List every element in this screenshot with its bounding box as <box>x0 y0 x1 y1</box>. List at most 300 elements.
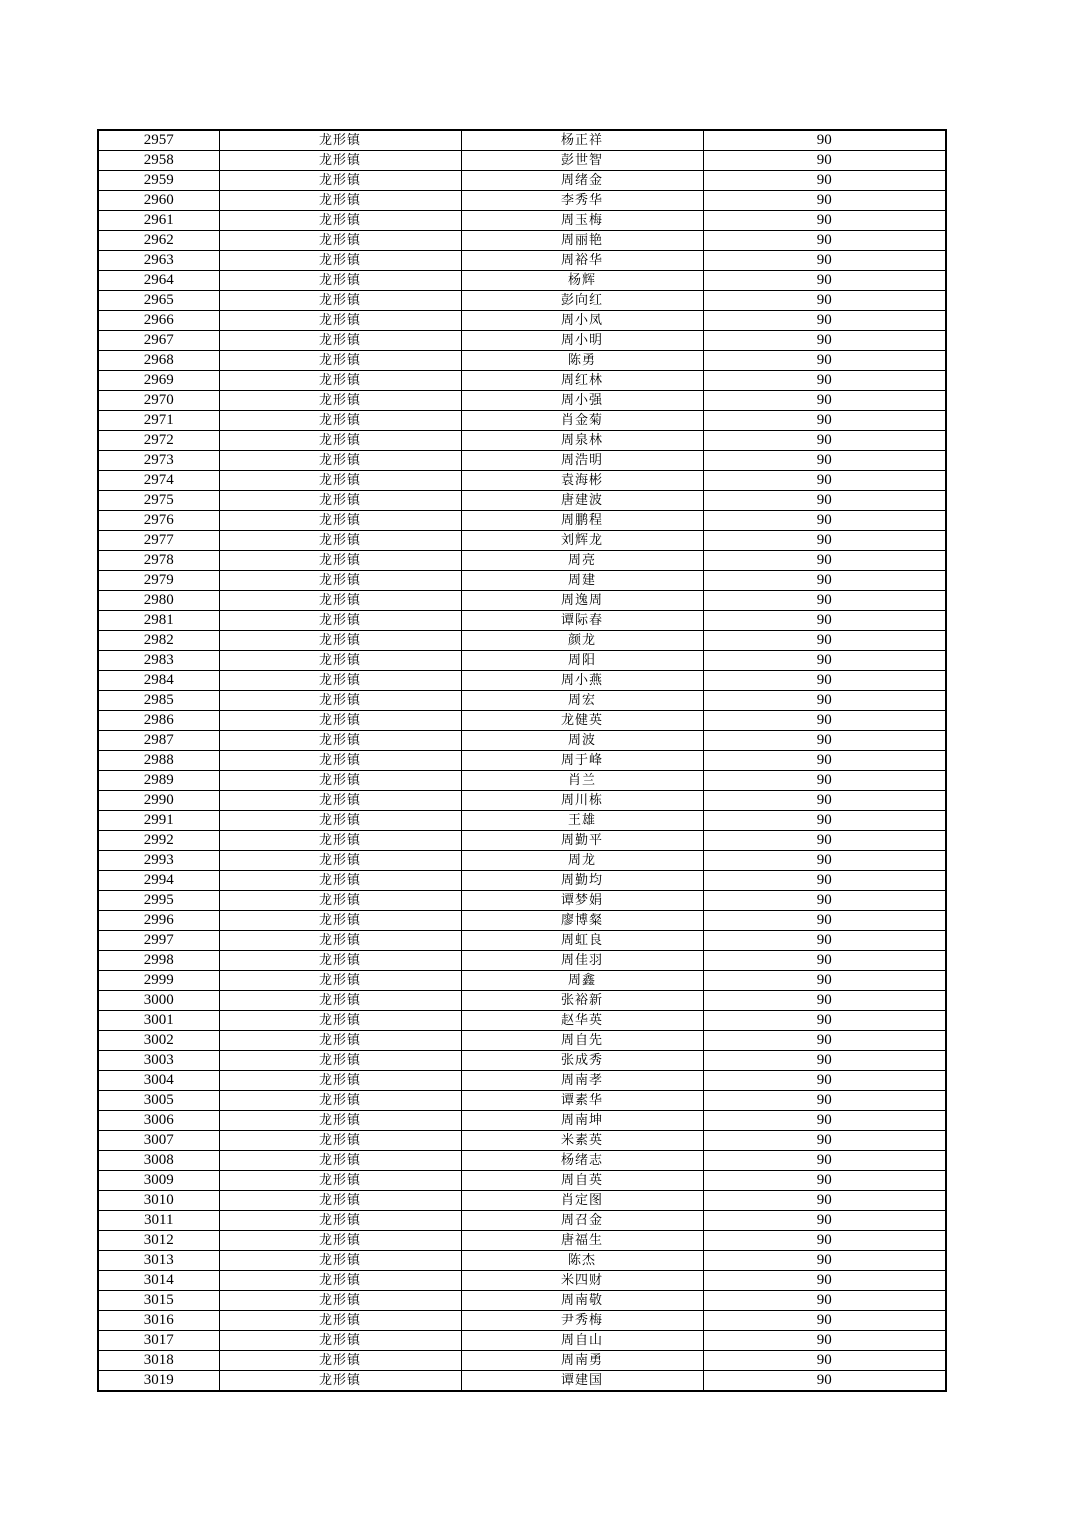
town-cell: 龙形镇 <box>219 1151 461 1171</box>
table-row <box>98 1371 946 1392</box>
amount-cell: 90 <box>703 831 946 851</box>
serial-number-cell: 3008 <box>98 1151 219 1171</box>
town-cell: 龙形镇 <box>219 411 461 431</box>
serial-number-cell: 2994 <box>98 871 219 891</box>
person-name-cell: 李秀华 <box>461 191 703 211</box>
amount-cell: 90 <box>703 371 946 391</box>
serial-number-cell: 2962 <box>98 231 219 251</box>
table-row <box>98 231 946 251</box>
person-name-cell: 彭世智 <box>461 151 703 171</box>
amount-cell: 90 <box>703 491 946 511</box>
person-name-cell: 肖定图 <box>461 1191 703 1211</box>
town-cell: 龙形镇 <box>219 751 461 771</box>
person-name-cell: 周龙 <box>461 851 703 871</box>
person-name-cell: 龙健英 <box>461 711 703 731</box>
town-cell: 龙形镇 <box>219 771 461 791</box>
serial-number-cell: 3005 <box>98 1091 219 1111</box>
amount-cell: 90 <box>703 1311 946 1331</box>
serial-number-cell: 3006 <box>98 1111 219 1131</box>
town-cell: 龙形镇 <box>219 351 461 371</box>
amount-cell: 90 <box>703 851 946 871</box>
amount-cell: 90 <box>703 151 946 171</box>
town-cell: 龙形镇 <box>219 1311 461 1331</box>
town-cell: 龙形镇 <box>219 1351 461 1371</box>
town-cell: 龙形镇 <box>219 811 461 831</box>
amount-cell: 90 <box>703 451 946 471</box>
town-cell: 龙形镇 <box>219 191 461 211</box>
person-name-cell: 周虹良 <box>461 931 703 951</box>
serial-number-cell: 2973 <box>98 451 219 471</box>
town-cell: 龙形镇 <box>219 591 461 611</box>
town-cell: 龙形镇 <box>219 551 461 571</box>
town-cell: 龙形镇 <box>219 431 461 451</box>
amount-cell: 90 <box>703 331 946 351</box>
town-cell: 龙形镇 <box>219 1091 461 1111</box>
serial-number-cell: 3003 <box>98 1051 219 1071</box>
serial-number-cell: 2975 <box>98 491 219 511</box>
amount-cell: 90 <box>703 811 946 831</box>
person-name-cell: 周泉林 <box>461 431 703 451</box>
amount-cell: 90 <box>703 1251 946 1271</box>
town-cell: 龙形镇 <box>219 1271 461 1291</box>
table-row <box>98 491 946 511</box>
person-name-cell: 周鑫 <box>461 971 703 991</box>
town-cell: 龙形镇 <box>219 1071 461 1091</box>
table-row <box>98 671 946 691</box>
town-cell: 龙形镇 <box>219 471 461 491</box>
person-name-cell: 廖博粲 <box>461 911 703 931</box>
serial-number-cell: 2976 <box>98 511 219 531</box>
amount-cell: 90 <box>703 631 946 651</box>
amount-cell: 90 <box>703 1171 946 1191</box>
table-row <box>98 971 946 991</box>
roster-table-body <box>98 130 946 1391</box>
amount-cell: 90 <box>703 731 946 751</box>
person-name-cell: 唐建波 <box>461 491 703 511</box>
serial-number-cell: 2996 <box>98 911 219 931</box>
amount-cell: 90 <box>703 1371 946 1392</box>
amount-cell: 90 <box>703 591 946 611</box>
amount-cell: 90 <box>703 251 946 271</box>
serial-number-cell: 2968 <box>98 351 219 371</box>
serial-number-cell: 2995 <box>98 891 219 911</box>
table-row <box>98 731 946 751</box>
person-name-cell: 袁海彬 <box>461 471 703 491</box>
serial-number-cell: 2986 <box>98 711 219 731</box>
person-name-cell: 周自先 <box>461 1031 703 1051</box>
serial-number-cell: 2985 <box>98 691 219 711</box>
person-name-cell: 谭际春 <box>461 611 703 631</box>
amount-cell: 90 <box>703 711 946 731</box>
amount-cell: 90 <box>703 1151 946 1171</box>
amount-cell: 90 <box>703 1231 946 1251</box>
person-name-cell: 周建 <box>461 571 703 591</box>
table-row <box>98 1351 946 1371</box>
town-cell: 龙形镇 <box>219 451 461 471</box>
table-row <box>98 291 946 311</box>
person-name-cell: 周勤平 <box>461 831 703 851</box>
serial-number-cell: 2988 <box>98 751 219 771</box>
serial-number-cell: 3013 <box>98 1251 219 1271</box>
amount-cell: 90 <box>703 691 946 711</box>
table-row <box>98 1251 946 1271</box>
person-name-cell: 周亮 <box>461 551 703 571</box>
person-name-cell: 周佳羽 <box>461 951 703 971</box>
serial-number-cell: 2974 <box>98 471 219 491</box>
serial-number-cell: 2983 <box>98 651 219 671</box>
town-cell: 龙形镇 <box>219 991 461 1011</box>
amount-cell: 90 <box>703 971 946 991</box>
table-row <box>98 811 946 831</box>
serial-number-cell: 2959 <box>98 171 219 191</box>
town-cell: 龙形镇 <box>219 1191 461 1211</box>
amount-cell: 90 <box>703 1351 946 1371</box>
person-name-cell: 周丽艳 <box>461 231 703 251</box>
serial-number-cell: 2963 <box>98 251 219 271</box>
table-row <box>98 451 946 471</box>
table-row <box>98 191 946 211</box>
serial-number-cell: 3002 <box>98 1031 219 1051</box>
town-cell: 龙形镇 <box>219 851 461 871</box>
table-row <box>98 651 946 671</box>
table-row <box>98 551 946 571</box>
town-cell: 龙形镇 <box>219 130 461 151</box>
person-name-cell: 周南勇 <box>461 1351 703 1371</box>
town-cell: 龙形镇 <box>219 611 461 631</box>
town-cell: 龙形镇 <box>219 231 461 251</box>
person-name-cell: 谭建国 <box>461 1371 703 1392</box>
town-cell: 龙形镇 <box>219 671 461 691</box>
amount-cell: 90 <box>703 1131 946 1151</box>
person-name-cell: 颜龙 <box>461 631 703 651</box>
amount-cell: 90 <box>703 1051 946 1071</box>
table-row <box>98 831 946 851</box>
town-cell: 龙形镇 <box>219 291 461 311</box>
person-name-cell: 尹秀梅 <box>461 1311 703 1331</box>
serial-number-cell: 3016 <box>98 1311 219 1331</box>
table-row <box>98 1111 946 1131</box>
serial-number-cell: 2982 <box>98 631 219 651</box>
table-row <box>98 851 946 871</box>
serial-number-cell: 2960 <box>98 191 219 211</box>
serial-number-cell: 2979 <box>98 571 219 591</box>
table-row <box>98 1131 946 1151</box>
town-cell: 龙形镇 <box>219 1331 461 1351</box>
person-name-cell: 唐福生 <box>461 1231 703 1251</box>
table-row <box>98 1071 946 1091</box>
town-cell: 龙形镇 <box>219 211 461 231</box>
serial-number-cell: 2981 <box>98 611 219 631</box>
amount-cell: 90 <box>703 1291 946 1311</box>
town-cell: 龙形镇 <box>219 171 461 191</box>
serial-number-cell: 2966 <box>98 311 219 331</box>
amount-cell: 90 <box>703 271 946 291</box>
table-row <box>98 351 946 371</box>
person-name-cell: 陈杰 <box>461 1251 703 1271</box>
town-cell: 龙形镇 <box>219 251 461 271</box>
person-name-cell: 周逸周 <box>461 591 703 611</box>
serial-number-cell: 3017 <box>98 1331 219 1351</box>
table-row <box>98 151 946 171</box>
person-name-cell: 周波 <box>461 731 703 751</box>
town-cell: 龙形镇 <box>219 691 461 711</box>
amount-cell: 90 <box>703 611 946 631</box>
town-cell: 龙形镇 <box>219 1291 461 1311</box>
serial-number-cell: 2989 <box>98 771 219 791</box>
amount-cell: 90 <box>703 1191 946 1211</box>
amount-cell: 90 <box>703 571 946 591</box>
serial-number-cell: 2997 <box>98 931 219 951</box>
amount-cell: 90 <box>703 891 946 911</box>
person-name-cell: 周绪金 <box>461 171 703 191</box>
person-name-cell: 肖金菊 <box>461 411 703 431</box>
town-cell: 龙形镇 <box>219 1131 461 1151</box>
town-cell: 龙形镇 <box>219 311 461 331</box>
table-row <box>98 371 946 391</box>
amount-cell: 90 <box>703 1111 946 1131</box>
table-row <box>98 391 946 411</box>
table-row <box>98 991 946 1011</box>
table-row <box>98 571 946 591</box>
person-name-cell: 周小燕 <box>461 671 703 691</box>
amount-cell: 90 <box>703 1271 946 1291</box>
town-cell: 龙形镇 <box>219 491 461 511</box>
roster-table <box>97 129 947 1392</box>
person-name-cell: 彭向红 <box>461 291 703 311</box>
person-name-cell: 周玉梅 <box>461 211 703 231</box>
amount-cell: 90 <box>703 951 946 971</box>
town-cell: 龙形镇 <box>219 871 461 891</box>
serial-number-cell: 2971 <box>98 411 219 431</box>
town-cell: 龙形镇 <box>219 631 461 651</box>
table-row <box>98 1031 946 1051</box>
table-row <box>98 951 946 971</box>
amount-cell: 90 <box>703 511 946 531</box>
amount-cell: 90 <box>703 431 946 451</box>
serial-number-cell: 2984 <box>98 671 219 691</box>
table-row <box>98 631 946 651</box>
person-name-cell: 张裕新 <box>461 991 703 1011</box>
table-row <box>98 411 946 431</box>
serial-number-cell: 2977 <box>98 531 219 551</box>
person-name-cell: 周小凤 <box>461 311 703 331</box>
person-name-cell: 赵华英 <box>461 1011 703 1031</box>
table-row <box>98 431 946 451</box>
person-name-cell: 周自英 <box>461 1171 703 1191</box>
serial-number-cell: 3001 <box>98 1011 219 1031</box>
person-name-cell: 谭素华 <box>461 1091 703 1111</box>
amount-cell: 90 <box>703 1011 946 1031</box>
amount-cell: 90 <box>703 391 946 411</box>
serial-number-cell: 2965 <box>98 291 219 311</box>
table-row <box>98 211 946 231</box>
amount-cell: 90 <box>703 411 946 431</box>
amount-cell: 90 <box>703 1331 946 1351</box>
town-cell: 龙形镇 <box>219 1251 461 1271</box>
serial-number-cell: 2969 <box>98 371 219 391</box>
person-name-cell: 张成秀 <box>461 1051 703 1071</box>
amount-cell: 90 <box>703 911 946 931</box>
person-name-cell: 周宏 <box>461 691 703 711</box>
person-name-cell: 周川栋 <box>461 791 703 811</box>
town-cell: 龙形镇 <box>219 151 461 171</box>
town-cell: 龙形镇 <box>219 511 461 531</box>
town-cell: 龙形镇 <box>219 651 461 671</box>
table-row <box>98 311 946 331</box>
amount-cell: 90 <box>703 551 946 571</box>
serial-number-cell: 2980 <box>98 591 219 611</box>
serial-number-cell: 2958 <box>98 151 219 171</box>
table-row <box>98 251 946 271</box>
table-row <box>98 1211 946 1231</box>
town-cell: 龙形镇 <box>219 931 461 951</box>
person-name-cell: 米素英 <box>461 1131 703 1151</box>
amount-cell: 90 <box>703 791 946 811</box>
serial-number-cell: 3007 <box>98 1131 219 1151</box>
town-cell: 龙形镇 <box>219 1211 461 1231</box>
amount-cell: 90 <box>703 991 946 1011</box>
table-row <box>98 751 946 771</box>
serial-number-cell: 3009 <box>98 1171 219 1191</box>
person-name-cell: 米四财 <box>461 1271 703 1291</box>
person-name-cell: 周红林 <box>461 371 703 391</box>
person-name-cell: 周南孝 <box>461 1071 703 1091</box>
table-row <box>98 1091 946 1111</box>
person-name-cell: 周召金 <box>461 1211 703 1231</box>
serial-number-cell: 3000 <box>98 991 219 1011</box>
person-name-cell: 周南敬 <box>461 1291 703 1311</box>
table-row <box>98 771 946 791</box>
town-cell: 龙形镇 <box>219 271 461 291</box>
town-cell: 龙形镇 <box>219 371 461 391</box>
serial-number-cell: 2991 <box>98 811 219 831</box>
person-name-cell: 杨正祥 <box>461 130 703 151</box>
serial-number-cell: 2992 <box>98 831 219 851</box>
serial-number-cell: 2967 <box>98 331 219 351</box>
person-name-cell: 周鹏程 <box>461 511 703 531</box>
town-cell: 龙形镇 <box>219 891 461 911</box>
amount-cell: 90 <box>703 671 946 691</box>
town-cell: 龙形镇 <box>219 1171 461 1191</box>
table-row <box>98 1231 946 1251</box>
table-row <box>98 1191 946 1211</box>
amount-cell: 90 <box>703 771 946 791</box>
town-cell: 龙形镇 <box>219 1371 461 1392</box>
town-cell: 龙形镇 <box>219 831 461 851</box>
person-name-cell: 周浩明 <box>461 451 703 471</box>
town-cell: 龙形镇 <box>219 1231 461 1251</box>
amount-cell: 90 <box>703 211 946 231</box>
amount-cell: 90 <box>703 471 946 491</box>
table-row <box>98 1171 946 1191</box>
person-name-cell: 周小明 <box>461 331 703 351</box>
town-cell: 龙形镇 <box>219 1111 461 1131</box>
table-row <box>98 711 946 731</box>
table-row <box>98 1151 946 1171</box>
town-cell: 龙形镇 <box>219 971 461 991</box>
amount-cell: 90 <box>703 651 946 671</box>
table-row <box>98 911 946 931</box>
serial-number-cell: 2964 <box>98 271 219 291</box>
serial-number-cell: 2990 <box>98 791 219 811</box>
town-cell: 龙形镇 <box>219 331 461 351</box>
town-cell: 龙形镇 <box>219 791 461 811</box>
table-row <box>98 591 946 611</box>
amount-cell: 90 <box>703 1031 946 1051</box>
table-row <box>98 171 946 191</box>
amount-cell: 90 <box>703 1071 946 1091</box>
table-row <box>98 471 946 491</box>
serial-number-cell: 3018 <box>98 1351 219 1371</box>
amount-cell: 90 <box>703 1211 946 1231</box>
serial-number-cell: 2957 <box>98 130 219 151</box>
amount-cell: 90 <box>703 191 946 211</box>
table-row <box>98 531 946 551</box>
table-row <box>98 1271 946 1291</box>
town-cell: 龙形镇 <box>219 1031 461 1051</box>
serial-number-cell: 2978 <box>98 551 219 571</box>
person-name-cell: 杨辉 <box>461 271 703 291</box>
amount-cell: 90 <box>703 171 946 191</box>
serial-number-cell: 2970 <box>98 391 219 411</box>
amount-cell: 90 <box>703 871 946 891</box>
serial-number-cell: 3010 <box>98 1191 219 1211</box>
table-row <box>98 511 946 531</box>
town-cell: 龙形镇 <box>219 1051 461 1071</box>
table-row <box>98 1331 946 1351</box>
amount-cell: 90 <box>703 931 946 951</box>
serial-number-cell: 3004 <box>98 1071 219 1091</box>
serial-number-cell: 3012 <box>98 1231 219 1251</box>
person-name-cell: 杨绪志 <box>461 1151 703 1171</box>
table-row <box>98 611 946 631</box>
table-row <box>98 130 946 151</box>
table-row <box>98 1051 946 1071</box>
person-name-cell: 王雄 <box>461 811 703 831</box>
table-row <box>98 891 946 911</box>
serial-number-cell: 3015 <box>98 1291 219 1311</box>
serial-number-cell: 2987 <box>98 731 219 751</box>
person-name-cell: 周自山 <box>461 1331 703 1351</box>
table-row <box>98 691 946 711</box>
serial-number-cell: 2972 <box>98 431 219 451</box>
table-row <box>98 1011 946 1031</box>
table-row <box>98 871 946 891</box>
serial-number-cell: 3011 <box>98 1211 219 1231</box>
town-cell: 龙形镇 <box>219 1011 461 1031</box>
serial-number-cell: 2961 <box>98 211 219 231</box>
serial-number-cell: 2993 <box>98 851 219 871</box>
person-name-cell: 周小强 <box>461 391 703 411</box>
table-row <box>98 1311 946 1331</box>
person-name-cell: 陈勇 <box>461 351 703 371</box>
town-cell: 龙形镇 <box>219 531 461 551</box>
table-row <box>98 931 946 951</box>
table-row <box>98 791 946 811</box>
table-row <box>98 1291 946 1311</box>
person-name-cell: 周裕华 <box>461 251 703 271</box>
amount-cell: 90 <box>703 291 946 311</box>
amount-cell: 90 <box>703 351 946 371</box>
person-name-cell: 周于峰 <box>461 751 703 771</box>
serial-number-cell: 3019 <box>98 1371 219 1392</box>
person-name-cell: 周阳 <box>461 651 703 671</box>
town-cell: 龙形镇 <box>219 731 461 751</box>
table-row <box>98 331 946 351</box>
person-name-cell: 肖兰 <box>461 771 703 791</box>
amount-cell: 90 <box>703 130 946 151</box>
town-cell: 龙形镇 <box>219 571 461 591</box>
